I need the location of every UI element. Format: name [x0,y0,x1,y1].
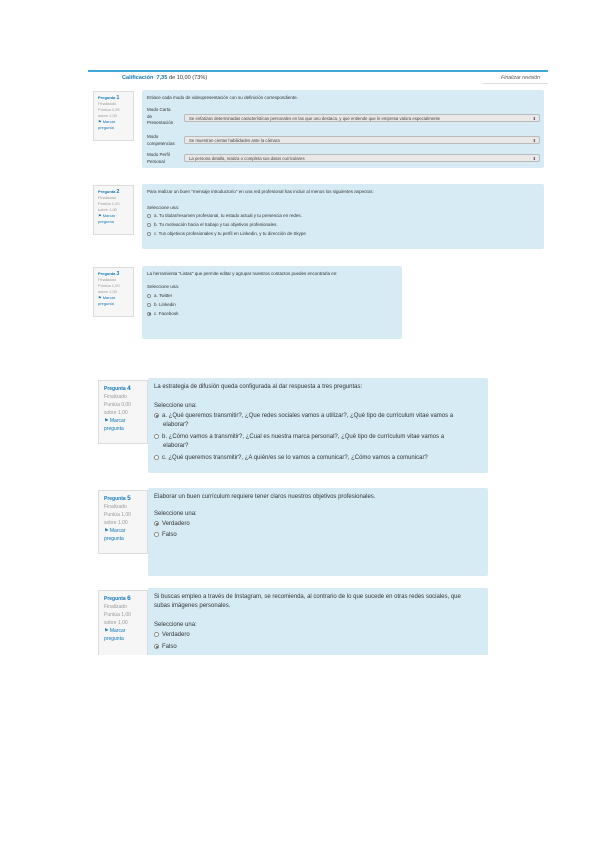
question-text: Si buscas empleo a través de Instagram, se recomienda, al contrario de lo que sucede en otras redes sociales, que subas imágenes personales. [154,594,461,610]
question-info-2: Pregunta 2 Finalizado Puntúa 1,00 sobre 1,00 ⚑ Marcar pregunta [93,185,134,235]
answer-option-a[interactable]: a. Tu titular/resumen profesional, tu estado actual y tu presencia en redes. [147,212,302,219]
flag-icon: ⚑ [98,213,102,218]
radio-button[interactable] [154,455,159,460]
select-arrow-icon: ⬍ [532,156,536,161]
question-content-2 [142,184,544,249]
question-text: Para realizar un buen "mensaje introductorio" en una red profesional has incluir al menos los siguientes aspectos: [147,189,374,194]
question-info-1: Pregunta 1 Finalizado Puntúa 0,35 sobre 1,00 ⚑ Marcar pregunta [93,91,134,141]
select-arrow-icon: ⬍ [532,116,536,121]
flag-icon: ⚑ [104,528,109,534]
question-text: Elaborar un buen currículum requiere tener claros nuestros objetivos profesionales. [154,494,376,500]
question-text: La estrategia de difusión queda configurada al dar respuesta a tres preguntas: [154,384,363,390]
question-content-5 [148,488,488,576]
question-content-3 [142,266,402,339]
flag-icon: ⚑ [98,119,102,124]
radio-button-selected[interactable] [147,312,151,316]
question-content-4 [148,378,488,473]
flag-icon: ⚑ [104,628,109,634]
radio-button[interactable] [154,434,159,439]
question-text: La herramienta "Listas" que permite editar y agrupar nuestros contactos puedes encontrarla en: [147,271,338,276]
question-info-4: Pregunta 4 Finalizado Puntúa 0,00 sobre 1,00 ⚑ Marcar pregunta [98,380,148,444]
match-label-2: Modo competencias [147,134,175,146]
answer-option-false[interactable]: Falso [154,531,484,540]
radio-button[interactable] [147,214,151,218]
flag-question-button[interactable]: ⚑ Marcar [104,418,126,424]
answer-option-c[interactable]: c. Facebook [147,310,179,317]
radio-button-selected[interactable] [154,521,159,526]
match-label-3: Modo Perfil Personal [147,152,170,164]
flag-icon: ⚑ [98,295,102,300]
flag-question-button[interactable]: ⚑ Marcar [104,628,126,634]
question-content-6 [148,588,488,655]
answer-option-true[interactable]: Verdadero [154,631,484,640]
radio-button[interactable] [147,223,151,227]
answer-option-c[interactable]: c. ¿Qué queremos transmitir?, ¿A quién/es se lo vamos a comunicar?, ¿Cómo vamos a comunicar? [154,454,484,463]
radio-button[interactable] [147,294,151,298]
answer-option-false[interactable]: Falso [154,643,484,652]
answer-option-b[interactable]: b. Linkedin [147,301,176,308]
select-one-label: Seleccione una: [154,403,197,409]
match-select-2[interactable]: Se muestran ciertas habilidades ante la cámara ⬍ [184,136,540,144]
flag-icon: ⚑ [104,418,109,424]
select-one-label: Seleccione una: [154,511,197,517]
radio-button[interactable] [147,232,151,236]
radio-button[interactable] [154,532,159,537]
select-arrow-icon: ⬍ [532,138,536,143]
question-text: Enlace cada modo de videopresentación con su definición correspondiente. [147,95,298,100]
question-info-5: Pregunta 5 Finalizado Puntúa 1,00 sobre 1,00 ⚑ Marcar pregunta [98,490,148,554]
question-info-3: Pregunta 3 Finalizado Puntúa 1,00 sobre 1,00 ⚑ Marcar pregunta [93,267,134,317]
question-content-1 [142,90,544,168]
match-select-1[interactable]: Se enfatizan determinadas características personales en las que uno destaca, y que entiende que le empresa valora especialmente ⬍ [184,114,540,122]
flag-question-button[interactable]: ⚑ Marcar [98,119,116,124]
radio-button[interactable] [147,303,151,307]
quiz-review-screenshot-top [88,70,548,342]
answer-option-a[interactable]: a. ¿Qué queremos transmitir?, ¿Que redes sociales vamos a utilizar?, ¿Qué tipo de currículum vitae vamos a elaborar? [154,412,484,430]
radio-button[interactable] [154,632,159,637]
answer-option-a[interactable]: a. Twitter [147,292,172,299]
answer-option-c[interactable]: c. Tus objetivos profesionales y tu perfil en Linkedin, y tu dirección de Skype [147,230,306,237]
answer-option-b[interactable]: b. ¿Cómo vamos a transmitir?, ¿Cual es nuestra marca personal?, ¿Qué tipo de currículum vitae vamos a elaborar? [154,433,484,451]
answer-option-b[interactable]: b. Tu motivación hacia el trabajo y tus objetivos profesionales. [147,221,278,228]
flag-question-button[interactable]: ⚑ Marcar [104,528,126,534]
finish-review-link[interactable]: Finalizar revisión [501,75,540,81]
quiz-review-screenshot-bottom [96,372,546,655]
flag-question-button[interactable]: ⚑ Marcar [98,213,116,218]
header-divider [88,70,548,72]
answer-option-true[interactable]: Verdadero [154,520,484,529]
select-one-label: Seleccione una: [147,205,180,210]
radio-button-selected[interactable] [154,413,159,418]
flag-question-button[interactable]: ⚑ Marcar [98,295,116,300]
radio-button-selected[interactable] [154,644,159,649]
grade-summary: Calificación 7,35 de 10,00 (73%) [122,75,208,81]
match-select-3[interactable]: La persona detalla, matiza o completa sus datos curriculares ⬍ [184,154,540,162]
question-info-6: Pregunta 6 Finalizado Puntúa 1,00 sobre 1,00 ⚑ Marcar pregunta [98,590,148,655]
divider [483,83,548,84]
select-one-label: Seleccione una: [154,622,197,628]
select-one-label: Seleccione una: [147,284,180,289]
match-label-1: Modo Carta de Presentación [147,107,174,125]
